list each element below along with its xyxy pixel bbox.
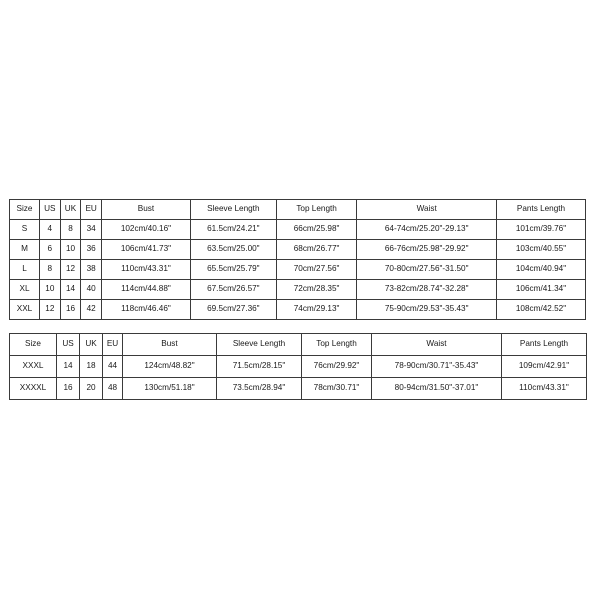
table-header-row [10, 200, 586, 220]
cell-pants-length: 101cm/39.76" [497, 220, 586, 240]
table-row [10, 378, 587, 400]
header-cell: Size [10, 200, 40, 220]
cell-sleeve-length: 63.5cm/25.00" [190, 240, 276, 260]
cell-bust: 124cm/48.82" [123, 356, 217, 378]
cell-top-length: 78cm/30.71" [302, 378, 372, 400]
table-row [10, 260, 586, 280]
cell-sleeve-length: 61.5cm/24.21" [190, 220, 276, 240]
cell-size: M [10, 240, 40, 260]
cell-sleeve-length: 73.5cm/28.94" [217, 378, 302, 400]
header-cell: Pants Length [502, 334, 587, 356]
header-cell: Sleeve Length [217, 334, 302, 356]
header-cell: EU [103, 334, 123, 356]
cell-eu: 48 [103, 378, 123, 400]
cell-uk: 16 [60, 300, 81, 320]
cell-eu: 44 [103, 356, 123, 378]
cell-pants-length: 109cm/42.91" [502, 356, 587, 378]
cell-uk: 20 [80, 378, 103, 400]
header-cell: Bust [102, 200, 191, 220]
size-chart-table-2 [9, 333, 587, 400]
cell-uk: 12 [60, 260, 81, 280]
header-cell: UK [80, 334, 103, 356]
header-cell: US [39, 200, 60, 220]
cell-us: 6 [39, 240, 60, 260]
cell-uk: 8 [60, 220, 81, 240]
cell-us: 16 [57, 378, 80, 400]
cell-eu: 36 [81, 240, 102, 260]
cell-waist: 64-74cm/25.20"-29.13" [357, 220, 497, 240]
header-cell: Size [10, 334, 57, 356]
cell-pants-length: 110cm/43.31" [502, 378, 587, 400]
cell-bust: 130cm/51.18" [123, 378, 217, 400]
cell-size: L [10, 260, 40, 280]
cell-top-length: 74cm/29.13" [276, 300, 357, 320]
cell-waist: 70-80cm/27.56"-31.50" [357, 260, 497, 280]
cell-bust: 110cm/43.31" [102, 260, 191, 280]
cell-pants-length: 103cm/40.55" [497, 240, 586, 260]
cell-waist: 66-76cm/25.98"-29.92" [357, 240, 497, 260]
cell-sleeve-length: 67.5cm/26.57" [190, 280, 276, 300]
cell-sleeve-length: 71.5cm/28.15" [217, 356, 302, 378]
cell-uk: 14 [60, 280, 81, 300]
header-cell: US [57, 334, 80, 356]
cell-top-length: 72cm/28.35" [276, 280, 357, 300]
header-cell: Sleeve Length [190, 200, 276, 220]
cell-sleeve-length: 69.5cm/27.36" [190, 300, 276, 320]
header-cell: EU [81, 200, 102, 220]
cell-us: 8 [39, 260, 60, 280]
header-cell: Top Length [276, 200, 357, 220]
cell-bust: 114cm/44.88" [102, 280, 191, 300]
cell-eu: 38 [81, 260, 102, 280]
cell-size: XL [10, 280, 40, 300]
table-row [10, 280, 586, 300]
header-cell: Pants Length [497, 200, 586, 220]
cell-top-length: 68cm/26.77" [276, 240, 357, 260]
header-cell: Top Length [302, 334, 372, 356]
table-row [10, 240, 586, 260]
cell-top-length: 76cm/29.92" [302, 356, 372, 378]
cell-eu: 42 [81, 300, 102, 320]
cell-uk: 18 [80, 356, 103, 378]
cell-bust: 102cm/40.16" [102, 220, 191, 240]
cell-us: 10 [39, 280, 60, 300]
cell-eu: 40 [81, 280, 102, 300]
table-header-row [10, 334, 587, 356]
cell-waist: 73-82cm/28.74"-32.28" [357, 280, 497, 300]
cell-size: XXXL [10, 356, 57, 378]
cell-size: S [10, 220, 40, 240]
cell-uk: 10 [60, 240, 81, 260]
table-row [10, 300, 586, 320]
cell-eu: 34 [81, 220, 102, 240]
table-row [10, 356, 587, 378]
header-cell: Bust [123, 334, 217, 356]
cell-pants-length: 104cm/40.94" [497, 260, 586, 280]
cell-bust: 118cm/46.46" [102, 300, 191, 320]
cell-pants-length: 108cm/42.52" [497, 300, 586, 320]
header-cell: Waist [372, 334, 502, 356]
size-chart-table-1 [9, 199, 586, 320]
table-row [10, 220, 586, 240]
cell-waist: 75-90cm/29.53"-35.43" [357, 300, 497, 320]
cell-sleeve-length: 65.5cm/25.79" [190, 260, 276, 280]
header-cell: Waist [357, 200, 497, 220]
cell-bust: 106cm/41.73" [102, 240, 191, 260]
cell-waist: 78-90cm/30.71"-35.43" [372, 356, 502, 378]
cell-waist: 80-94cm/31.50"-37.01" [372, 378, 502, 400]
cell-top-length: 70cm/27.56" [276, 260, 357, 280]
cell-size: XXXXL [10, 378, 57, 400]
cell-pants-length: 106cm/41.34" [497, 280, 586, 300]
cell-us: 12 [39, 300, 60, 320]
cell-us: 14 [57, 356, 80, 378]
cell-size: XXL [10, 300, 40, 320]
header-cell: UK [60, 200, 81, 220]
cell-top-length: 66cm/25.98" [276, 220, 357, 240]
cell-us: 4 [39, 220, 60, 240]
